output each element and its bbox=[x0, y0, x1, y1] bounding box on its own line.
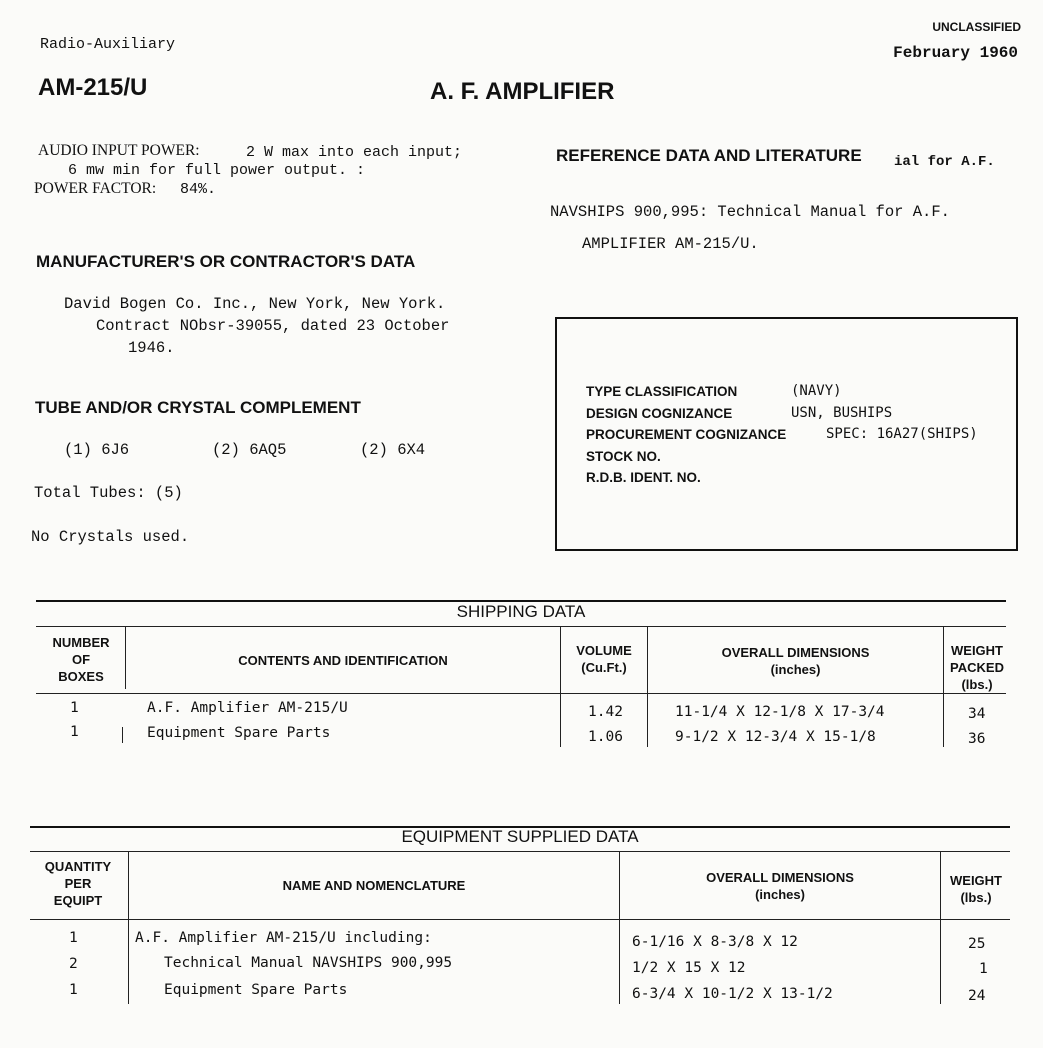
reference-line2: AMPLIFIER AM-215/U. bbox=[582, 235, 759, 253]
audio-input-power-line2: 6 mw min for full power output. : bbox=[68, 162, 366, 179]
equipment-name-cell: Equipment Spare Parts bbox=[164, 982, 348, 998]
column-divider bbox=[560, 627, 561, 747]
shipping-header-boxes: NUMBER OF BOXES bbox=[52, 635, 110, 684]
audio-input-power-value: 2 W max into each input; bbox=[246, 144, 463, 161]
stock-no-label: STOCK NO. bbox=[586, 448, 661, 464]
design-cognizance-row bbox=[586, 403, 978, 425]
tube-item: (2) 6AQ5 bbox=[212, 441, 287, 459]
shipping-header-volume: VOLUME (Cu.Ft.) bbox=[576, 643, 632, 675]
rdb-ident-row bbox=[586, 467, 978, 489]
category-label: Radio-Auxiliary bbox=[40, 36, 176, 53]
type-classification-label: TYPE CLASSIFICATION bbox=[586, 384, 738, 399]
reference-ghost-text: ial for A.F. bbox=[894, 154, 995, 170]
equipment-dimensions-cell: 1/2 X 15 X 12 bbox=[632, 960, 746, 976]
shipping-boxes-cell: 1 bbox=[70, 724, 79, 740]
shipping-dimensions-cell: 11-1/4 X 12-1/8 X 17-3/4 bbox=[675, 704, 885, 720]
design-cognizance-label: DESIGN COGNIZANCE bbox=[586, 405, 733, 421]
column-divider bbox=[125, 627, 126, 689]
type-classification-value: (NAVY) bbox=[791, 383, 842, 399]
reference-heading: REFERENCE DATA AND LITERATURE bbox=[556, 146, 862, 165]
rdb-ident-label: R.D.B. IDENT. NO. bbox=[586, 470, 701, 485]
table-rule bbox=[30, 851, 1010, 852]
manufacturer-line2: Contract NObsr-39055, dated 23 October bbox=[96, 317, 450, 335]
shipping-volume-cell: 1.06 bbox=[588, 729, 623, 745]
reference-line1: NAVSHIPS 900,995: Technical Manual for A.F. bbox=[550, 203, 950, 221]
page-title: A. F. AMPLIFIER bbox=[430, 78, 615, 105]
shipping-weight-cell: 34 bbox=[968, 706, 986, 722]
column-divider bbox=[940, 852, 941, 1004]
equipment-name-cell: A.F. Amplifier AM-215/U including: bbox=[135, 930, 432, 946]
design-cognizance-value: USN, BUSHIPS bbox=[791, 404, 893, 421]
shipping-header-dimensions: OVERALL DIMENSIONS (inches) bbox=[721, 645, 870, 677]
shipping-header-contents: CONTENTS AND IDENTIFICATION bbox=[238, 653, 448, 668]
table-rule bbox=[30, 919, 1010, 920]
tube-item: (2) 6X4 bbox=[360, 441, 426, 459]
column-divider bbox=[619, 852, 620, 1004]
shipping-weight-cell: 36 bbox=[968, 731, 986, 747]
equipment-weight-cell: 24 bbox=[968, 988, 986, 1004]
equipment-name-cell: Technical Manual NAVSHIPS 900,995 bbox=[164, 955, 453, 971]
column-divider bbox=[128, 852, 129, 1004]
tube-item: (1) 6J6 bbox=[64, 441, 130, 459]
shipping-header-weight: WEIGHT PACKED (lbs.) bbox=[950, 643, 1004, 692]
power-factor-label: POWER FACTOR: bbox=[34, 180, 157, 197]
manufacturer-line3: 1946. bbox=[128, 339, 175, 357]
equipment-dimensions-cell: 6-1/16 X 8-3/8 X 12 bbox=[632, 934, 798, 950]
shipping-contents-cell: A.F. Amplifier AM-215/U bbox=[147, 700, 348, 716]
equipment-weight-cell: 25 bbox=[968, 936, 986, 952]
equipment-quantity-cell: 2 bbox=[69, 956, 78, 972]
manufacturer-heading: MANUFACTURER'S OR CONTRACTOR'S DATA bbox=[36, 252, 416, 271]
shipping-dimensions-cell: 9-1/2 X 12-3/4 X 15-1/8 bbox=[675, 729, 876, 745]
column-divider bbox=[647, 627, 648, 747]
crystals-note: No Crystals used. bbox=[31, 528, 190, 546]
power-factor-value: 84%. bbox=[180, 181, 217, 198]
procurement-cognizance-label: PROCUREMENT COGNIZANCE bbox=[586, 427, 787, 442]
stock-no-row bbox=[586, 446, 978, 468]
equipment-quantity-cell: 1 bbox=[69, 982, 78, 998]
type-classification-row bbox=[586, 381, 978, 403]
manufacturer-line1: David Bogen Co. Inc., New York, New York. bbox=[64, 295, 446, 313]
procurement-cognizance-value: SPEC: 16A27(SHIPS) bbox=[826, 426, 978, 442]
equipment-header-dimensions: OVERALL DIMENSIONS (inches) bbox=[706, 870, 854, 902]
equipment-dimensions-cell: 6-3/4 X 10-1/2 X 13-1/2 bbox=[632, 986, 833, 1002]
procurement-cognizance-row bbox=[586, 424, 978, 446]
table-rule bbox=[36, 626, 1006, 627]
equipment-title: EQUIPMENT SUPPLIED DATA bbox=[401, 827, 639, 846]
shipping-title: SHIPPING DATA bbox=[456, 602, 586, 621]
tube-complement-heading: TUBE AND/OR CRYSTAL COMPLEMENT bbox=[35, 398, 361, 417]
equipment-weight-cell: 1 bbox=[979, 961, 988, 977]
equipment-quantity-cell: 1 bbox=[69, 930, 78, 946]
shipping-boxes-cell: 1 bbox=[70, 700, 79, 716]
column-divider bbox=[122, 727, 123, 743]
shipping-volume-cell: 1.42 bbox=[588, 704, 623, 720]
table-rule bbox=[36, 693, 1006, 694]
audio-input-power-label: AUDIO INPUT POWER: bbox=[38, 142, 200, 159]
equipment-header-name: NAME AND NOMENCLATURE bbox=[282, 878, 466, 893]
document-date: February 1960 bbox=[893, 44, 1018, 62]
shipping-contents-cell: Equipment Spare Parts bbox=[147, 725, 331, 741]
equipment-header-quantity: QUANTITY PER EQUIPT bbox=[44, 859, 112, 908]
total-tubes: Total Tubes: (5) bbox=[34, 484, 183, 502]
classification-label: UNCLASSIFIED bbox=[932, 20, 1021, 34]
equipment-header-weight: WEIGHT (lbs.) bbox=[950, 873, 1002, 905]
column-divider bbox=[943, 627, 944, 747]
model-number: AM-215/U bbox=[38, 74, 148, 101]
classification-box bbox=[555, 317, 1018, 551]
